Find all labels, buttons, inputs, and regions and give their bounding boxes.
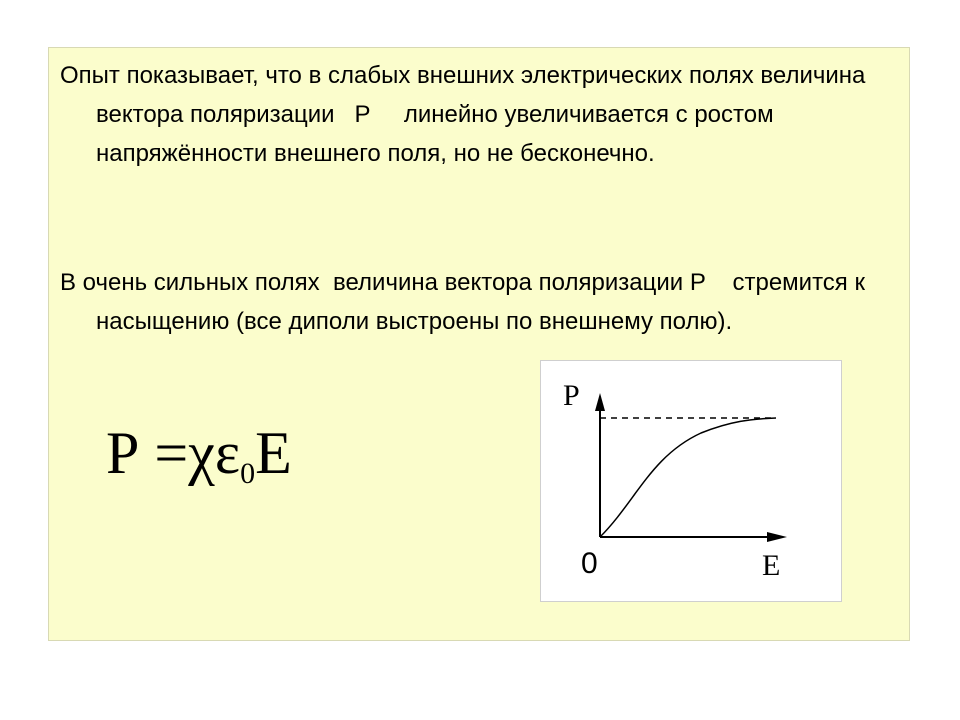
x-axis-label: E: [762, 549, 781, 582]
formula-equals: =: [154, 420, 189, 486]
x-axis-arrow: [767, 532, 787, 542]
formula-subscript-zero: 0: [240, 457, 256, 490]
formula-e: Е: [255, 420, 292, 486]
polarization-formula: [106, 418, 292, 499]
formula-chi: χ: [188, 420, 215, 486]
formula-p: Р: [106, 420, 140, 486]
y-axis-arrow: [595, 393, 605, 411]
saturation-chart: [540, 360, 842, 602]
polarization-curve: [600, 418, 776, 537]
paragraph-strong-fields: В очень сильных полях величина вектора поляризации Р стремится к насыщению (все диполи выстроены по внешнему полю).: [60, 269, 872, 335]
paragraph-weak-fields: Опыт показывает, что в слабых внешних электрических полях величина вектора поляризации Р линейно увеличивается с ростом напряжённости внешнего поля, но не бесконечно.: [60, 62, 873, 167]
origin-label: 0: [581, 547, 598, 580]
formula-epsilon: ε: [214, 420, 241, 486]
y-axis-label: P: [563, 379, 580, 412]
saturation-chart-svg: [541, 361, 843, 603]
